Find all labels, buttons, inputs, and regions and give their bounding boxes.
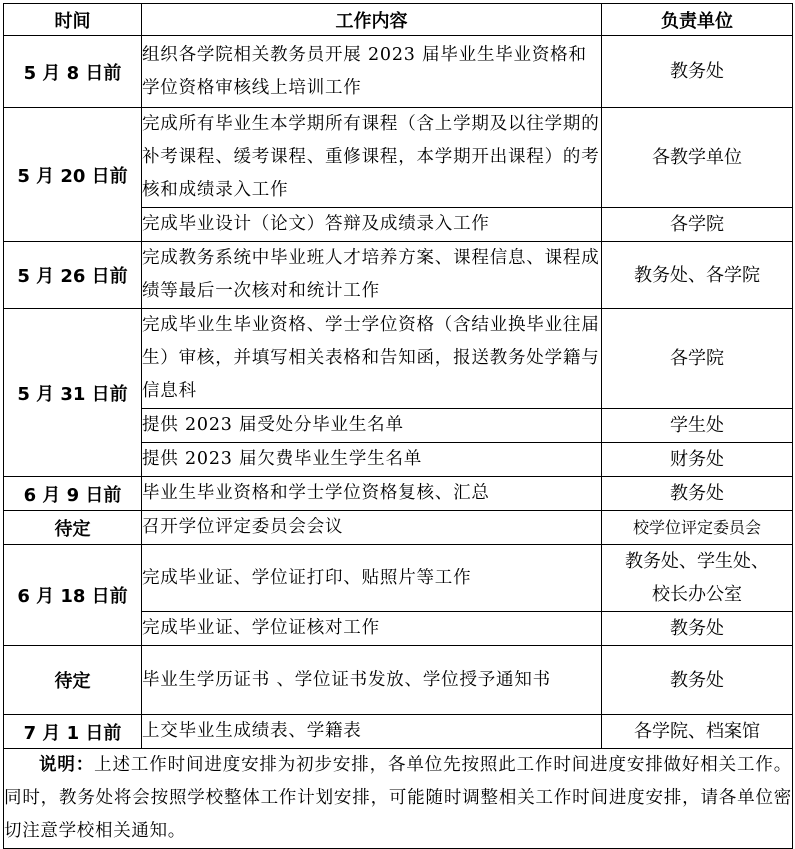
task-cell: 完成毕业生毕业资格、学士学位资格（含结业换毕业往届生）审核，并填写相关表格和告知函，报送教务处学籍与信息科 xyxy=(142,309,602,409)
date-cell: 待定 xyxy=(4,511,142,545)
unit-cell: 各学院 xyxy=(602,208,793,242)
unit-cell: 教务处 xyxy=(602,646,793,715)
table-row xyxy=(4,309,793,409)
date-cell: 5 月 8 日前 xyxy=(4,36,142,108)
task-cell: 上交毕业生成绩表、学籍表 xyxy=(142,715,602,749)
table-row xyxy=(4,545,793,612)
date-cell: 5 月 20 日前 xyxy=(4,108,142,242)
unit-line: 校长办公室 xyxy=(652,584,742,605)
unit-cell: 各教学单位 xyxy=(602,108,793,208)
unit-cell: 校学位评定委员会 xyxy=(602,511,793,545)
table-row xyxy=(4,511,793,545)
unit-cell: 教务处 xyxy=(602,36,793,108)
unit-cell: 教务处、各学院 xyxy=(602,242,793,309)
unit-cell: 学生处 xyxy=(602,409,793,443)
task-cell: 提供 2023 届欠费毕业生学生名单 xyxy=(142,443,602,477)
table-row xyxy=(4,477,793,511)
date-cell: 待定 xyxy=(4,646,142,715)
task-cell: 完成教务系统中毕业班人才培养方案、课程信息、课程成绩等最后一次核对和统计工作 xyxy=(142,242,602,309)
task-cell: 组织各学院相关教务员开展 2023 届毕业生毕业资格和学位资格审核线上培训工作 xyxy=(142,36,602,108)
note-cell xyxy=(4,749,793,849)
schedule-table xyxy=(3,3,793,849)
header-content: 工作内容 xyxy=(142,4,602,36)
unit-line: 教务处、学生处、 xyxy=(625,551,769,572)
note-text: 上述工作时间进度安排为初步安排，各单位先按照此工作时间进度安排做好相关工作。同时，教务处将会按照学校整体工作计划安排，可能随时调整相关工作时间进度安排，请各单位密切注意学校相关通知。 xyxy=(4,755,792,841)
task-cell: 完成毕业证、学位证打印、贴照片等工作 xyxy=(142,545,602,612)
task-cell: 提供 2023 届受处分毕业生名单 xyxy=(142,409,602,443)
header-time: 时间 xyxy=(4,4,142,36)
table-row xyxy=(4,646,793,715)
header-row xyxy=(4,4,793,36)
unit-cell: 财务处 xyxy=(602,443,793,477)
table-row xyxy=(4,715,793,749)
table-row xyxy=(4,242,793,309)
task-cell: 完成毕业设计（论文）答辩及成绩录入工作 xyxy=(142,208,602,242)
unit-cell: 教务处 xyxy=(602,477,793,511)
task-cell: 完成所有毕业生本学期所有课程（含上学期及以往学期的补考课程、缓考课程、重修课程，本学期开出课程）的考核和成绩录入工作 xyxy=(142,108,602,208)
unit-cell: 各学院 xyxy=(602,309,793,409)
date-cell: 6 月 9 日前 xyxy=(4,477,142,511)
unit-cell xyxy=(602,545,793,612)
note-label: 说明： xyxy=(39,755,95,775)
note-row xyxy=(4,749,793,849)
table-row xyxy=(4,36,793,108)
date-cell: 7 月 1 日前 xyxy=(4,715,142,749)
table-row xyxy=(4,108,793,208)
unit-cell: 教务处 xyxy=(602,612,793,646)
date-cell: 5 月 31 日前 xyxy=(4,309,142,477)
header-unit: 负责单位 xyxy=(602,4,793,36)
date-cell: 5 月 26 日前 xyxy=(4,242,142,309)
task-cell: 毕业生毕业资格和学士学位资格复核、汇总 xyxy=(142,477,602,511)
unit-cell: 各学院、档案馆 xyxy=(602,715,793,749)
task-cell: 召开学位评定委员会会议 xyxy=(142,511,602,545)
task-cell: 毕业生学历证书 、学位证书发放、学位授予通知书 xyxy=(142,646,602,715)
task-cell: 完成毕业证、学位证核对工作 xyxy=(142,612,602,646)
date-cell: 6 月 18 日前 xyxy=(4,545,142,646)
